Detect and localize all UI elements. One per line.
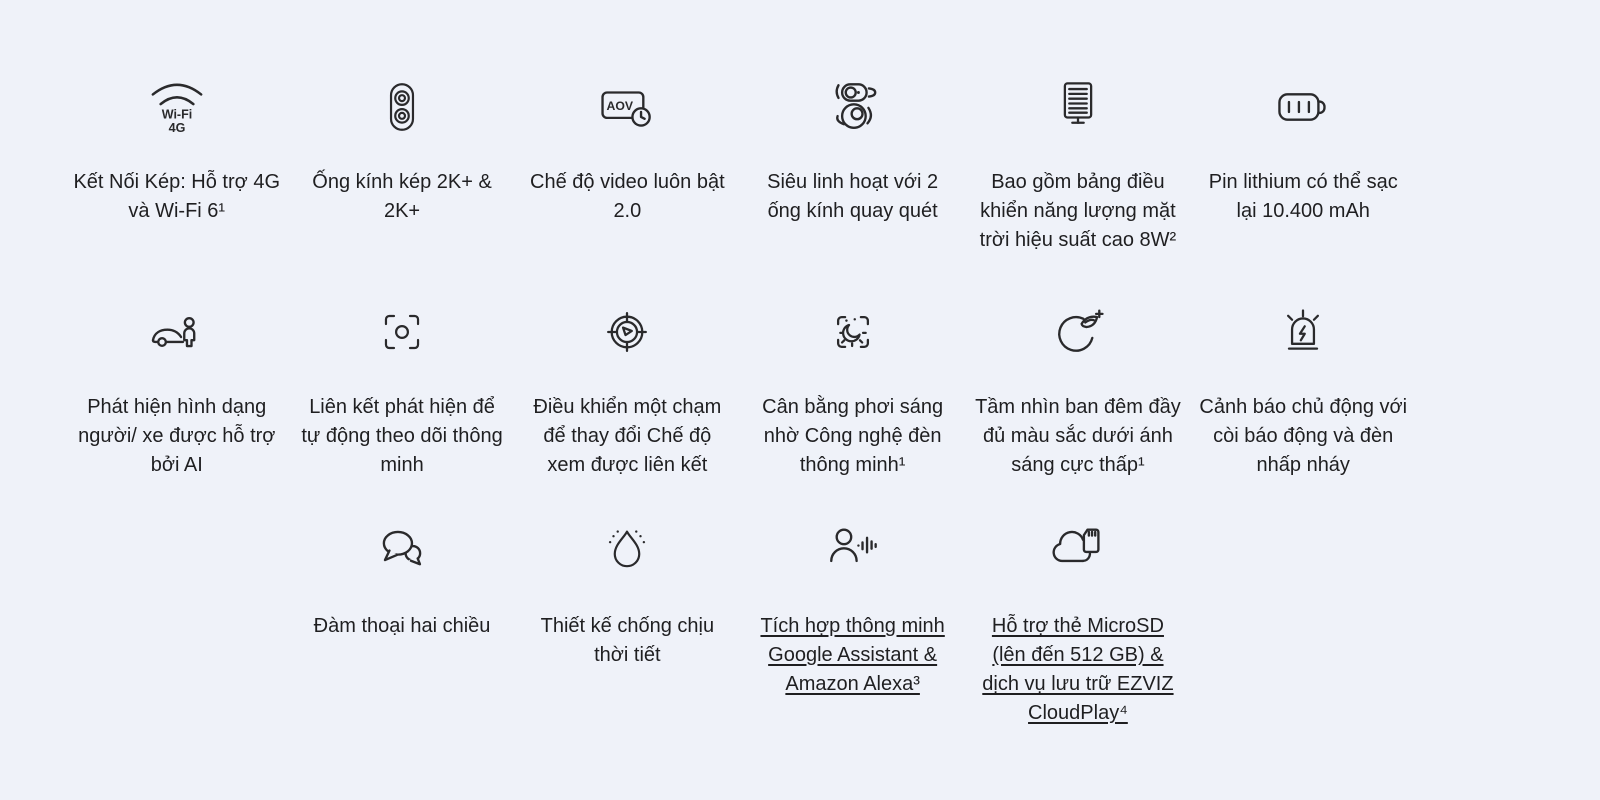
pan-tilt-camera-icon [823,76,883,138]
feature-card [515,301,740,480]
feature-label: Phát hiện hình dạng người/ xe được hỗ trợ bởi AI [78,396,276,476]
siren-strobe-icon [1275,301,1331,363]
feature-card [289,520,514,728]
feature-card [64,76,289,255]
feature-grid [64,0,1416,728]
feature-label: Tầm nhìn ban đêm đầy đủ màu sắc dưới ánh sáng cực thấp¹ [975,396,1181,476]
svg-text:4G: 4G [168,121,186,135]
wifi-4g-icon [140,76,214,138]
feature-label: Bao gồm bảng điều khiển năng lượng mặt trời hiệu suất cao 8W² [979,171,1177,251]
two-way-talk-icon [373,520,431,582]
feature-card [515,76,740,255]
voice-assistant-icon [823,520,883,582]
dual-lens-icon [375,76,429,138]
svg-text:Wi-Fi: Wi-Fi [161,107,193,122]
feature-label: Cảnh báo chủ động với còi báo động và đèn nhấp nháy [1199,396,1408,476]
google-alexa-link[interactable]: Tích hợp thông minh Google Assistant & Amazon Alexa³ [760,615,945,695]
feature-card [515,520,740,728]
smart-light-exposure-icon [825,301,881,363]
feature-label: Pin lithium có thể sạc lại 10.400 mAh [1208,171,1398,222]
car-person-detection-icon [146,301,208,363]
feature-label: Điều khiển một chạm để thay đổi Chế độ xem được liên kết [533,396,722,476]
feature-card [1191,301,1416,480]
feature-card [740,76,965,255]
feature-card [965,520,1190,728]
feature-label: Đàm thoại hai chiều [313,615,491,637]
weatherproof-icon [600,520,654,582]
feature-card [289,301,514,480]
one-touch-control-icon [599,301,655,363]
feature-card [289,76,514,255]
feature-label: Ống kính kép 2K+ & 2K+ [312,171,492,222]
solar-panel-icon [1050,76,1106,138]
battery-icon [1272,76,1334,138]
aov-video-mode-icon [597,76,657,138]
microsd-cloud-icon [1048,520,1108,582]
feature-card [740,520,965,728]
microsd-cloudplay-link[interactable]: Hỗ trợ thẻ MicroSD (lên đến 512 GB) & dịch vụ lưu trữ EZVIZ CloudPlay⁴ [982,615,1174,724]
feature-label: Cân bằng phơi sáng nhờ Công nghệ đèn thông minh¹ [762,396,944,476]
feature-row-3 [64,520,1416,728]
feature-label: Chế độ video luôn bật 2.0 [530,171,725,222]
color-night-vision-icon [1049,301,1107,363]
feature-card [64,301,289,480]
feature-card [965,301,1190,480]
feature-label: Thiết kế chống chịu thời tiết [540,615,715,666]
feature-row-1 [64,76,1416,255]
svg-text:AOV: AOV [606,99,634,114]
feature-card [740,301,965,480]
feature-card [965,76,1190,255]
feature-label: Siêu linh hoạt với 2 ống kính quay quét [767,171,939,222]
feature-card [1191,76,1416,255]
feature-row-2 [64,301,1416,480]
feature-label: Kết Nối Kép: Hỗ trợ 4G và Wi-Fi 6¹ [73,171,281,222]
auto-tracking-frame-icon [375,301,429,363]
feature-label: Liên kết phát hiện để tự động theo dõi thông minh [301,396,503,476]
